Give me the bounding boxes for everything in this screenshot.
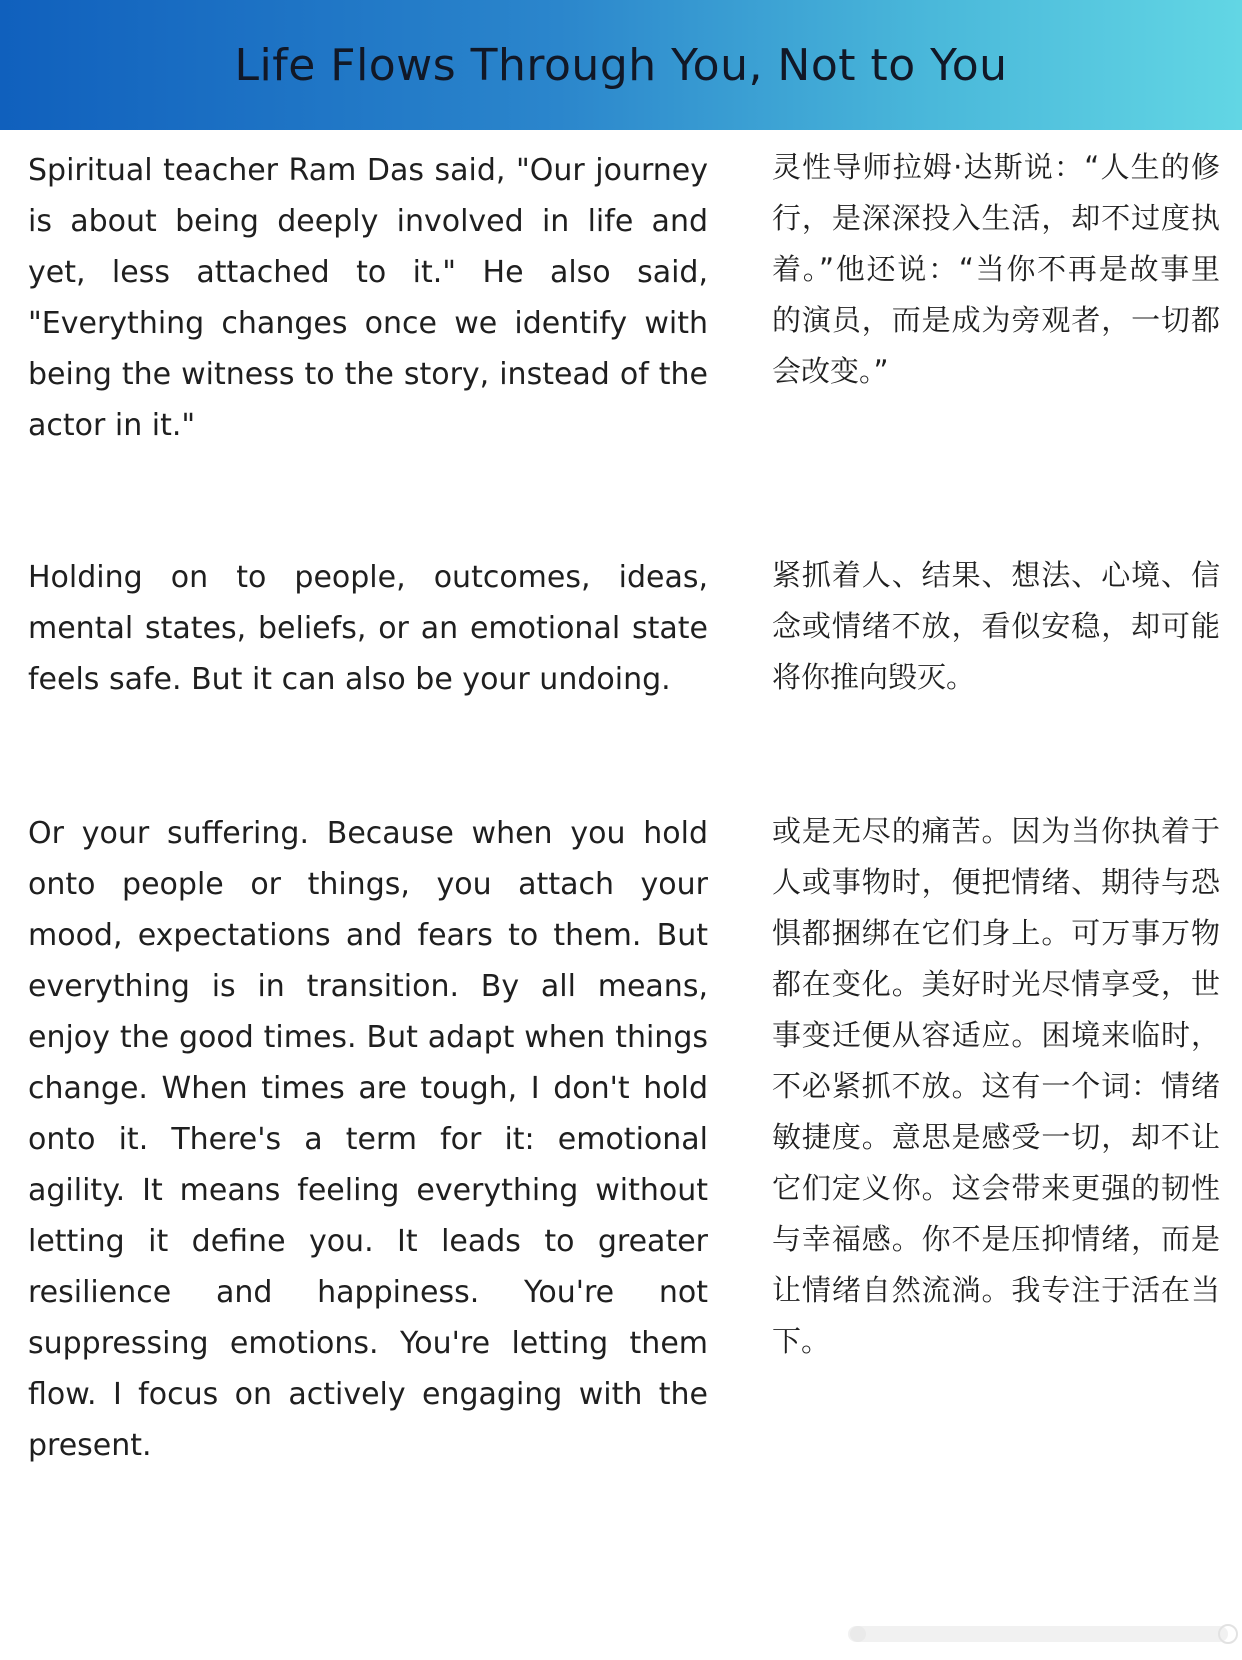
paragraph-english-1: Spiritual teacher Ram Das said, "Our journey is about being deeply involved in life and yet, less attached to it." He also said, "Everything changes once we identify with being the witness to the story, instead of the actor in it.": [28, 153, 708, 443]
page-title: Life Flows Through You, Not to You: [234, 39, 1008, 91]
paragraph-english-2: Holding on to people, outcomes, ideas, mental states, beliefs, or an emotional state feels safe. But it can also be your undoing.: [28, 560, 708, 697]
paragraph-chinese-2: 紧抓着人、结果、想法、心境、信念或情绪不放，看似安稳，却可能将你推向毁灭。: [772, 558, 1220, 694]
paragraph-chinese-3: 或是无尽的痛苦。因为当你执着于人或事物时，便把情绪、期待与恐惧都捆绑在它们身上。可万事万物都在变化。美好时光尽情享受，世事变迁便从容适应。困境来临时，不必紧抓不放。这有一个词：情绪敏捷度。意思是感受一切，却不让它们定义你。这会带来更强的韧性与幸福感。你不是压抑情绪，而是让情绪自然流淌。我专注于活在当下。: [772, 814, 1220, 1358]
header-banner: [0, 0, 1242, 130]
paragraph-english-3: Or your suffering. Because when you hold onto people or things, you attach your mood, expectations and fears to them. But everything is in transition. By all means, enjoy the good times. But adapt when things change. When times are tough, I don't hold onto it. There's a term for it: emotional agility. It means feeling everything without letting it define you. It leads to greater resilience and happiness. You're not suppressing emotions. You're letting them flow. I focus on actively engaging with the present.: [28, 816, 708, 1463]
paragraph-chinese-1: 灵性导师拉姆·达斯说：“人生的修行，是深深投入生活，却不过度执着。”他还说：“当你不再是故事里的演员，而是成为旁观者，一切都会改变。”: [772, 150, 1220, 388]
watermark-icon: [848, 1620, 1242, 1650]
